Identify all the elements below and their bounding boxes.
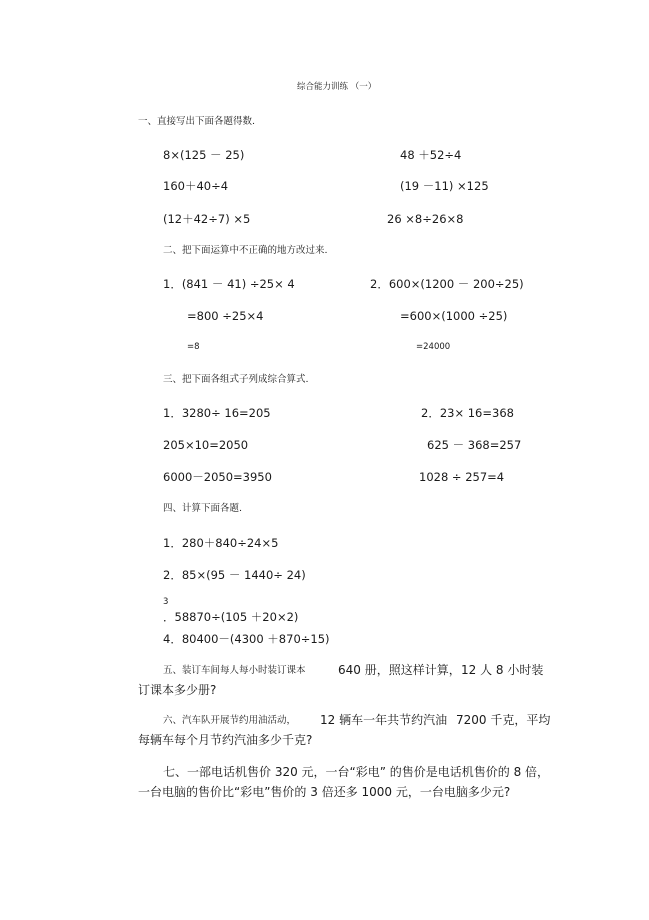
s6-line1-part2: 12 辆车一年共节约汽油 — [320, 713, 448, 727]
s6-line1-part3: 7200 千克，平均 — [456, 713, 551, 727]
s6-line1-part1: 六、汽车队开展节约用油活动， — [163, 715, 297, 726]
section2-heading: 二、把下面运算中不正确的地方改过来. — [163, 245, 328, 256]
s3-q1-line1: 1．3280÷ 16=205 — [163, 406, 271, 420]
section4-heading: 四、计算下面各题. — [163, 503, 243, 514]
s5-line2: 订课本多少册? — [138, 683, 217, 697]
s4-item-3: ．58870÷(105 ＋20×2) — [163, 610, 299, 624]
s2-q2-step1: =600×(1000 ÷25) — [400, 309, 508, 323]
s4-item-4: 4．80400－(4300 ＋870÷15) — [163, 632, 330, 646]
s1-problem-3-right: 26 ×8÷26×8 — [387, 212, 464, 226]
section3-heading: 三、把下面各组式子列成综合算式. — [163, 374, 309, 385]
s3-q1-line2: 205×10=2050 — [163, 438, 249, 452]
s2-q2-expression: 2．600×(1200 － 200÷25) — [370, 277, 524, 291]
section1-heading: 一、直接写出下面各题得数. — [138, 116, 256, 127]
s2-q2-step2: =24000 — [416, 342, 451, 352]
s5-line1-part2: 640 册，照这样计算， — [338, 663, 461, 677]
s1-problem-2-left: 160＋40÷4 — [163, 179, 229, 193]
s1-problem-1-left: 8×(125 － 25) — [163, 148, 245, 162]
s3-q1-line3: 6000－2050=3950 — [163, 470, 272, 484]
s1-problem-3-left: (12＋42÷7) ×5 — [163, 212, 251, 226]
s2-q1-step1: =800 ÷25×4 — [187, 309, 264, 323]
s3-q2-line2: 625 － 368=257 — [427, 438, 522, 452]
s3-q2-line3: 1028 ÷ 257=4 — [419, 470, 505, 484]
s1-problem-2-right: (19 －11) ×125 — [400, 179, 489, 193]
s5-line1-part1: 五、装订车间每人每小时装订课本 — [163, 665, 306, 676]
s1-problem-1-right: 48 ＋52÷4 — [400, 148, 462, 162]
s4-item-2: 2．85×(95 － 1440÷ 24) — [163, 568, 306, 582]
s6-line2: 每辆车每个月节约汽油多少千克? — [138, 733, 313, 747]
s4-item-3-number: 3 — [163, 597, 169, 607]
s7-line2: 一台电脑的售价比“彩电”售价的 3 倍还多 1000 元，一台电脑多少元? — [138, 785, 511, 799]
s7-line1: 七、一部电话机售价 320 元，一台“彩电” 的售价是电话机售价的 8 倍， — [163, 765, 550, 779]
page-title: 综合能力训练 （一） — [297, 82, 377, 92]
s2-q1-step2: =8 — [187, 342, 200, 352]
s3-q2-line1: 2．23× 16=368 — [421, 406, 514, 420]
s4-item-1: 1．280＋840÷24×5 — [163, 536, 279, 550]
s2-q1-expression: 1．(841 － 41) ÷25× 4 — [163, 277, 295, 291]
s5-line1-part3: 12 人 8 小时装 — [461, 663, 544, 677]
